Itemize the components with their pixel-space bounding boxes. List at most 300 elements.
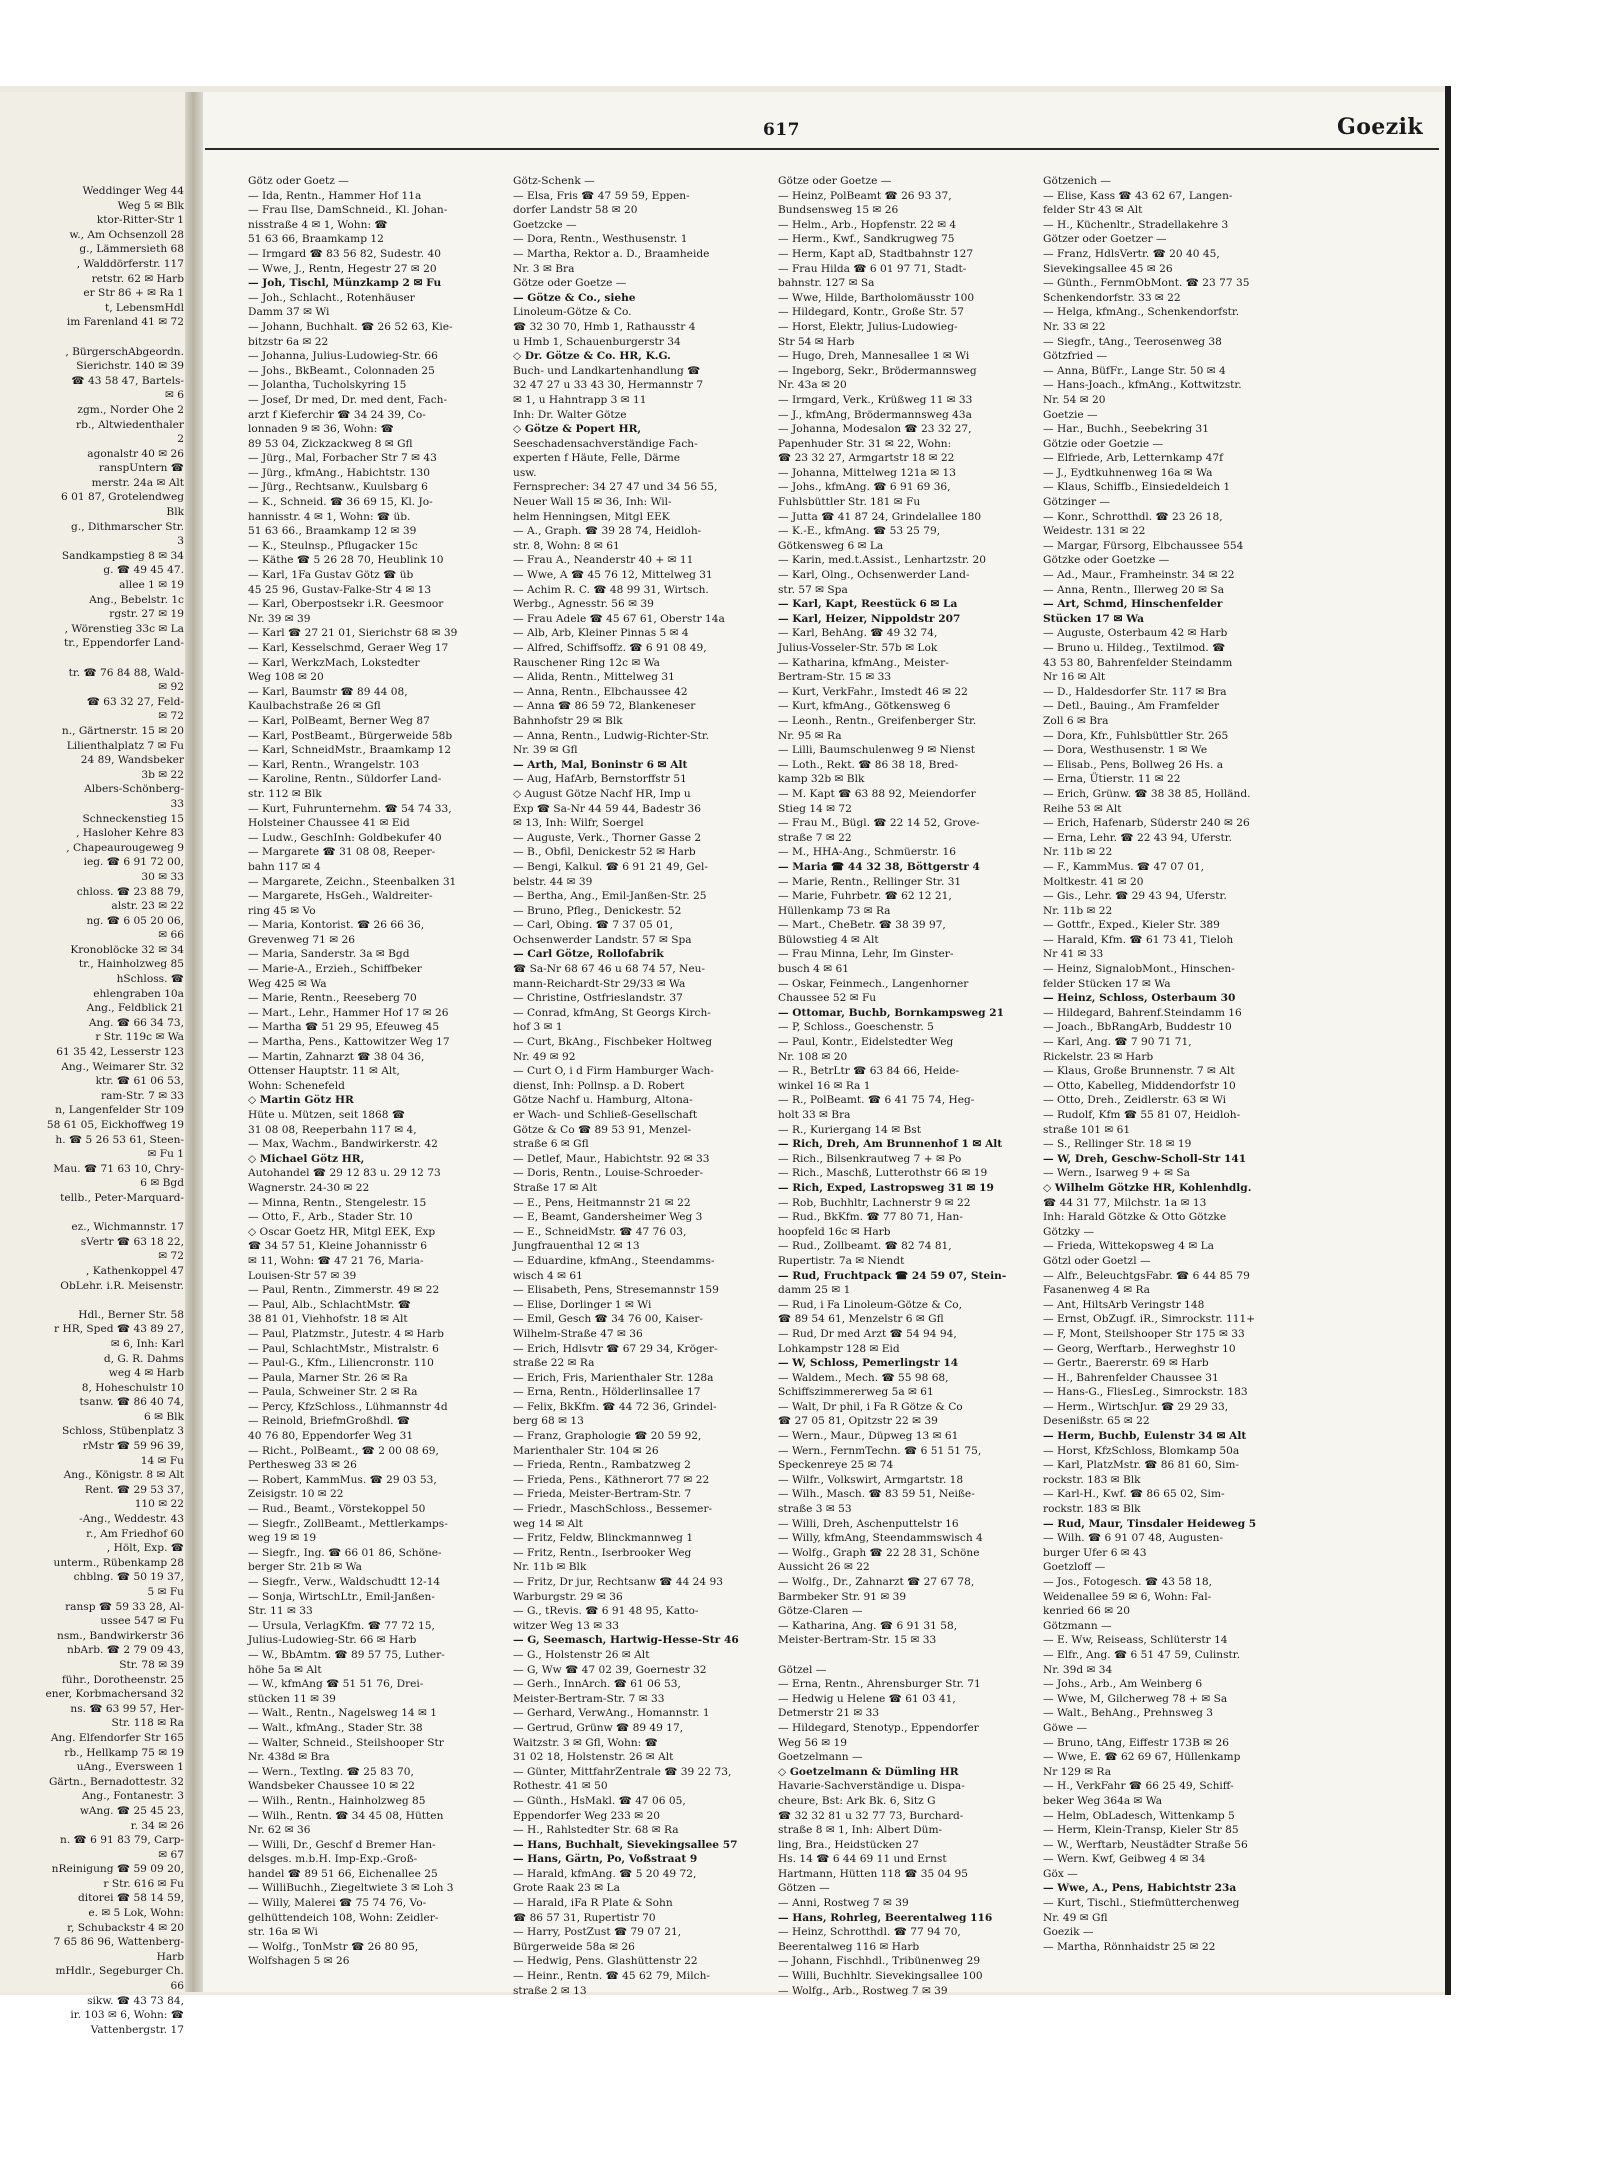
directory-entry: u Hmb 1, Schauenburgerstr 34 (513, 335, 681, 348)
directory-entry: Nr. 62 ✉ 36 (248, 1824, 311, 1837)
directory-entry: Götzenich — (1043, 175, 1111, 187)
directory-entry: dorfer Landstr 58 ✉ 20 (513, 204, 638, 217)
directory-entry: — K., Schneid. ☎ 36 69 15, Kl. Jo- (248, 496, 433, 509)
directory-entry: Moltkestr. 41 ✉ 20 (1043, 875, 1144, 888)
directory-entry: Buch- und Landkartenhandlung ☎ (513, 364, 701, 377)
directory-entry: cheure, Bst: Ark Bk. 6, Sitz G (778, 1794, 936, 1807)
previous-page-line: Ang., Fontanestr. 3 (81, 1790, 184, 1803)
previous-page-line: sikw. ☎ 43 73 84, (87, 1994, 184, 2007)
directory-entry: Rickelstr. 23 ✉ Harb (1043, 1050, 1154, 1063)
directory-entry: — Wilh., Rentn., Hainholzweg 85 (248, 1794, 426, 1807)
directory-entry: Nr. 39 ✉ 39 (248, 612, 311, 625)
directory-entry: felder Stücken 17 ✉ Wa (1043, 977, 1171, 990)
directory-entry: — H., VerkFahr ☎ 66 25 49, Schiff- (1043, 1780, 1234, 1793)
directory-entry: — Helga, kfmAng., Schenkendorfstr. (1043, 306, 1240, 319)
directory-page (203, 92, 1445, 1997)
directory-entry: — Frau Adele ☎ 45 67 61, Oberstr 14a (513, 612, 725, 625)
previous-page-line: alstr. 23 ✉ 22 (111, 900, 184, 913)
directory-entry: — Karin, med.t.Assist., Lenhartzstr. 20 (778, 554, 986, 567)
directory-entry: — Elfr., Ang. ☎ 6 51 47 59, Culinstr. (1043, 1648, 1241, 1661)
directory-entry: — Walt., Rentn., Nagelsweg 14 ✉ 1 (248, 1707, 438, 1720)
directory-entry: — Herm, Kapt aD, Stadtbahnstr 127 (778, 247, 974, 260)
directory-entry: Nr. 33 ✉ 22 (1043, 320, 1106, 333)
previous-page-line: 2 (177, 433, 184, 446)
directory-entry: Götzl oder Goetzl — (1043, 1254, 1151, 1267)
directory-entry: — R., Kuriergang 14 ✉ Bst (778, 1123, 921, 1136)
directory-entry: busch 4 ✉ 61 (778, 963, 849, 976)
directory-entry: — Siegfr., Ing. ☎ 66 01 86, Schöne- (248, 1546, 442, 1559)
directory-entry: — P, Schloss., Goeschenstr. 5 (778, 1021, 934, 1034)
directory-entry: burger Ufer 6 ✉ 43 (1043, 1546, 1147, 1559)
directory-entry: Wohn: Schenefeld (248, 1079, 345, 1092)
directory-entry: — Erich, Hdlsvtr ☎ 67 29 34, Kröger- (513, 1342, 718, 1355)
directory-entry: — Friedr., MaschSchloss., Bessemer- (513, 1503, 713, 1516)
directory-entry: weg 19 ✉ 19 (248, 1532, 317, 1545)
directory-entry: — Johs., Arb., Am Weinberg 6 (1043, 1678, 1203, 1691)
directory-entry: — Harald, kfmAng. ☎ 5 20 49 72, (513, 1867, 697, 1880)
directory-entry: kenried 66 ✉ 20 (1043, 1605, 1130, 1618)
directory-entry: — Hildegard, Bahrenf.Steindamm 16 (1043, 1006, 1242, 1019)
directory-entry: Zoll 6 ✉ Bra (1043, 714, 1109, 727)
directory-entry: — Martha ☎ 51 29 95, Efeuweg 45 (248, 1021, 440, 1034)
directory-entry: — Rob, Buchhltr, Lachnerstr 9 ✉ 22 (778, 1196, 971, 1209)
directory-entry: Kaulbachstraße 26 ✉ Gfl (248, 700, 381, 713)
directory-entry: hannisstr. 4 ✉ 1, Wohn: ☎ üb. (248, 510, 411, 523)
directory-entry: damm 25 ✉ 1 (778, 1284, 851, 1297)
previous-page-line: Kronoblöcke 32 ✉ 34 (70, 943, 184, 956)
directory-entry: hoopfeld 16c ✉ Harb (778, 1225, 891, 1238)
directory-column-4 (1043, 174, 1257, 1954)
directory-entry: — Hans, Rohrleg, Beerentalweg 116 (778, 1911, 993, 1924)
directory-entry: — Willi, Buchhltr. Sievekingsallee 100 (778, 1970, 983, 1983)
directory-entry: — Alfred, Schiffsoffz. ☎ 6 91 08 49, (513, 642, 707, 654)
previous-page-line: zgm., Norder Ohe 2 (77, 403, 184, 416)
directory-entry: — Paul, SchlachtMstr., Mistralstr. 6 (248, 1342, 439, 1355)
previous-page-line: ktor-Ritter-Str 1 (96, 214, 184, 227)
directory-entry: Götzmann — (1043, 1619, 1112, 1632)
directory-entry: — Günter, MittfahrZentrale ☎ 39 22 73, (513, 1765, 732, 1778)
directory-entry: — Elise, Dorlinger 1 ✉ Wi (513, 1298, 652, 1311)
directory-entry: 31 02 18, Holstenstr. 26 ✉ Alt (513, 1751, 674, 1764)
directory-column-2 (513, 174, 739, 1998)
directory-entry: felder Str 43 ✉ Alt (1043, 204, 1143, 217)
previous-page-line: ns. ☎ 63 99 57, Her- (70, 1702, 184, 1715)
directory-entry: Bürgerweide 58a ✉ 26 (513, 1940, 635, 1953)
directory-entry: — Katharina, Ang. ☎ 6 91 31 58, (778, 1619, 958, 1632)
directory-entry: — Georg, Werftarb., Herweghstr 10 (1043, 1342, 1236, 1355)
directory-entry: — Johanna, Modesalon ☎ 23 32 27, (778, 423, 972, 436)
running-head: Goezik (1337, 114, 1423, 140)
directory-entry: — Marie-A., Erzieh., Schiffbeker (248, 963, 422, 976)
directory-entry: — Maria, Kontorist. ☎ 26 66 36, (248, 919, 425, 932)
directory-entry: Hüte u. Mützen, seit 1868 ☎ (248, 1109, 406, 1121)
directory-entry: — Jürg., Mal, Forbacher Str 7 ✉ 43 (248, 452, 437, 465)
directory-entry: — Margarete ☎ 31 08 08, Reeper- (248, 846, 436, 859)
directory-entry: — Wwe, A ☎ 45 76 12, Mittelweg 31 (513, 569, 713, 582)
previous-page-line: Str. 118 ✉ Ra (111, 1717, 184, 1730)
directory-entry: Bahnhofstr 29 ✉ Blk (513, 714, 623, 727)
directory-entry: — Karl, Baumstr ☎ 89 44 08, (248, 685, 408, 698)
directory-entry: — Kurt, Tischl., Stiefmütterchenweg (1043, 1897, 1240, 1910)
directory-entry: — Otto, F., Arb., Stader Str. 10 (248, 1211, 413, 1224)
directory-entry: — Wolfg., Arb., Rostweg 7 ✉ 39 (778, 1984, 948, 1997)
directory-entry: — Wern., Maur., Düpweg 13 ✉ 61 (778, 1430, 959, 1443)
directory-entry: — Hedwig u Helene ☎ 61 03 41, (778, 1692, 956, 1705)
directory-entry: — Robert, KammMus. ☎ 29 03 53, (248, 1473, 437, 1486)
directory-entry: Nr. 49 ✉ Gfl (1043, 1911, 1108, 1924)
directory-entry: — Achim R. C. ☎ 48 99 31, Wirtsch. (513, 583, 709, 596)
directory-entry: — Anna, Rentn., Elbchaussee 42 (513, 685, 688, 698)
directory-entry: Warburgstr. 29 ✉ 36 (513, 1590, 623, 1603)
directory-entry: Götz oder Goetz — (248, 175, 349, 187)
directory-entry: — Anna ☎ 86 59 72, Blankeneser (513, 700, 696, 713)
previous-page-line: ✉ 6 (165, 389, 184, 402)
previous-page-line: Gärtn., Bernadottestr. 32 (48, 1775, 184, 1788)
directory-entry: winkel 16 ✉ Ra 1 (778, 1079, 871, 1092)
previous-page-line: ransp ☎ 59 33 28, Al- (65, 1600, 184, 1613)
directory-entry: Ottenser Hauptstr. 11 ✉ Alt, (248, 1065, 400, 1078)
previous-page-line: ram-Str. 7 ✉ 33 (101, 1089, 184, 1102)
directory-entry: Detmerstr 21 ✉ 33 (778, 1707, 880, 1720)
directory-entry: witzer Weg 13 ✉ 33 (513, 1619, 620, 1632)
directory-entry: — Willy, kfmAng, Steendammswisch 4 (778, 1532, 983, 1545)
directory-entry: — Joach., BbRangArb, Buddestr 10 (1043, 1021, 1232, 1034)
directory-entry: Götze & Co ☎ 89 53 91, Menzel- (513, 1123, 692, 1136)
directory-entry: — Wern., FernmTechn. ☎ 6 51 51 75, (778, 1444, 982, 1457)
previous-page-line: ✉ 72 (158, 710, 184, 723)
directory-entry: berg 68 ✉ 13 (513, 1415, 584, 1428)
directory-entry: gelhüttendeich 108, Wohn: Zeidler- (248, 1911, 439, 1924)
directory-entry: — Erich, Fris, Marienthaler Str. 128a (513, 1371, 714, 1384)
previous-page-line: er Str 86 + ✉ Ra 1 (83, 287, 184, 300)
directory-entry: Götzie oder Goetzie — (1043, 437, 1164, 450)
directory-entry: Nr 129 ✉ Ra (1043, 1765, 1112, 1778)
directory-entry: ling, Bra., Heidstücken 27 (778, 1838, 919, 1851)
directory-entry: Rupertistr. 7a ✉ Niendt (778, 1254, 905, 1267)
directory-entry: — Kurt, Fuhrunternehm. ☎ 54 74 33, (248, 802, 452, 815)
previous-page-line: Str. 78 ✉ 39 (119, 1658, 184, 1671)
directory-entry: — Kurt, kfmAng., Götkensweg 6 (778, 700, 951, 713)
directory-entry: — W., Werftarb, Neustädter Straße 56 (1043, 1838, 1248, 1851)
directory-entry: — Anna, BüfFr., Lange Str. 50 ✉ 4 (1043, 364, 1226, 377)
directory-entry: — Heinz, Schloss, Osterbaum 30 (1043, 992, 1236, 1005)
previous-page-line: r Str. 119c ✉ Wa (95, 1031, 184, 1044)
directory-entry: belstr. 44 ✉ 39 (513, 875, 593, 888)
previous-page-line: Sierichstr. 140 ✉ 39 (76, 360, 184, 373)
directory-entry: — Anna, Rentn., Illerweg 20 ✉ Sa (1043, 583, 1225, 596)
directory-entry: — Margarete, HsGeh., Waldreiter- (248, 890, 433, 903)
directory-entry: — Heinr., Rentn. ☎ 45 62 79, Milch- (513, 1970, 710, 1983)
directory-entry: — Doris, Rentn., Louise-Schroeder- (513, 1167, 704, 1180)
directory-entry: — B., Obfil, Denickestr 52 ✉ Harb (513, 846, 696, 859)
directory-entry: — H., Küchenltr., Stradellakehre 3 (1043, 218, 1229, 231)
directory-entry: — Marie, Fuhrbetr. ☎ 62 12 21, (778, 890, 952, 903)
directory-entry: — Frau M., Bügl. ☎ 22 14 52, Grove- (778, 817, 980, 830)
directory-entry: Nr 41 ✉ 33 (1043, 948, 1104, 961)
directory-entry: — F, Mont, Steilshooper Str 175 ✉ 33 (1043, 1327, 1245, 1340)
directory-entry: Goetzie — (1043, 408, 1098, 421)
directory-entry: Götzky — (1043, 1225, 1095, 1238)
directory-entry: Inh: Dr. Walter Götze (513, 408, 627, 421)
directory-entry: — Erna, Lehr. ☎ 22 43 94, Uferstr. (1043, 831, 1233, 844)
previous-page-line: 110 ✉ 22 (134, 1498, 184, 1511)
directory-entry: Fuhlsbüttler Str. 181 ✉ Fu (778, 496, 921, 509)
directory-entry: Jungfrauenthal 12 ✉ 13 (513, 1240, 640, 1253)
previous-page-line: 7 65 86 96, Wattenberg- (53, 1936, 184, 1949)
previous-page-line: rMstr ☎ 59 96 39, (82, 1440, 184, 1453)
directory-entry: — Erna, Ütierstr. 11 ✉ 22 (1043, 773, 1181, 786)
directory-entry: — Karl ☎ 27 21 01, Sierichstr 68 ✉ 39 (248, 627, 458, 640)
directory-entry: straße 22 ✉ Ra (513, 1357, 595, 1370)
directory-entry: ☎ 44 31 77, Milchstr. 1a ✉ 13 (1043, 1196, 1207, 1209)
previous-page-line: ✉ Fu 1 (147, 1148, 184, 1161)
directory-entry: ☎ 27 05 81, Opitzstr 22 ✉ 39 (778, 1415, 938, 1428)
directory-entry: delsges. m.b.H. Imp-Exp.-Groß- (248, 1853, 418, 1866)
directory-entry: — Konr., Schrotthdl. ☎ 23 26 18, (1043, 510, 1223, 523)
directory-entry: str. 8, Wohn: 8 ✉ 61 (513, 539, 620, 552)
directory-entry: — Paul, Platzmstr., Jutestr. 4 ✉ Harb (248, 1327, 444, 1340)
previous-page-line: Harb (156, 1950, 184, 1963)
directory-entry: — Siegfr., ZollBeamt., Mettlerkamps- (248, 1517, 448, 1530)
directory-entry: — Joh., Schlacht., Rotenhäuser (248, 291, 415, 304)
directory-entry: — Wolfg., TonMstr ☎ 26 80 95, (248, 1940, 419, 1953)
directory-entry: — Frieda, Rentn., Rambatzweg 2 (513, 1459, 691, 1472)
directory-entry: — Anni, Rostweg 7 ✉ 39 (778, 1897, 909, 1910)
directory-entry: Götze oder Goetze — (778, 175, 892, 187)
directory-entry: — Kurt, VerkFahr., Imstedt 46 ✉ 22 (778, 685, 968, 698)
directory-entry: — Dora, Kfr., Fuhlsbüttler Str. 265 (1043, 729, 1229, 742)
previous-page-line: Ang., Weimarer Str. 32 (61, 1060, 184, 1073)
previous-page-line: 66 (170, 1980, 184, 1993)
directory-entry: Waitzstr. 3 ✉ Gfl, Wohn: ☎ (513, 1736, 658, 1749)
previous-page-line: nReinigung ☎ 59 09 20, (51, 1863, 184, 1876)
directory-entry: — Irmgard, Verk., Krüßweg 11 ✉ 33 (778, 393, 973, 406)
directory-entry: — Erich, Hafenarb, Süderstr 240 ✉ 26 (1043, 817, 1250, 830)
directory-entry: Göx — (1043, 1867, 1078, 1880)
directory-entry: — Wern., Isarweg 9 + ✉ Sa (1043, 1167, 1190, 1180)
directory-entry: — Harald, Kfm. ☎ 61 73 41, Tieloh (1043, 933, 1234, 946)
directory-entry: Inh: Harald Götzke & Otto Götzke (1043, 1211, 1227, 1224)
directory-entry: — G, Ww ☎ 47 02 39, Goernestr 32 (513, 1663, 707, 1676)
directory-entry: — Willi, Dr., Geschf d Bremer Han- (248, 1838, 436, 1851)
directory-entry: Schiffszimmererweg 5a ✉ 61 (778, 1386, 934, 1399)
directory-entry: — G., Holstenstr 26 ✉ Alt (513, 1648, 650, 1661)
previous-page-line: 58 61 05, Eickhoffweg 19 (46, 1119, 184, 1131)
directory-entry: Bertram-Str. 15 ✉ 33 (778, 671, 892, 684)
previous-page-line: uAng., Eversween 1 (76, 1761, 184, 1774)
previous-page-line: agonalstr 40 ✉ 26 (87, 447, 184, 460)
directory-entry: — Herm., WirtschJur. ☎ 29 29 33, (1043, 1400, 1229, 1413)
directory-entry: — R., BetrLtr ☎ 63 84 66, Heide- (778, 1065, 960, 1078)
directory-entry: — H., Rahlstedter Str. 68 ✉ Ra (513, 1824, 679, 1837)
directory-entry: — Wwe, Hilde, Bartholomäusstr 100 (778, 291, 975, 304)
directory-entry: — Elfriede, Arb, Letternkamp 47f (1043, 452, 1224, 465)
directory-entry: — W, Dreh, Geschw-Scholl-Str 141 (1043, 1152, 1247, 1165)
directory-entry: nisstraße 4 ✉ 1, Wohn: ☎ (248, 218, 388, 231)
directory-entry: — Günth., HsMakl. ☎ 47 06 05, (513, 1794, 686, 1807)
directory-entry: weg 14 ✉ Alt (513, 1517, 583, 1530)
previous-page-line: ehlengraben 10a (93, 987, 184, 1000)
directory-entry: — Karl, Olng., Ochsenwerder Land- (778, 569, 970, 582)
directory-entry: — Wern., Textlng. ☎ 25 83 70, (248, 1765, 414, 1778)
directory-entry: — Elsa, Fris ☎ 47 59 59, Eppen- (513, 189, 690, 202)
directory-entry: — Alb, Arb, Kleiner Pinnas 5 ✉ 4 (513, 627, 689, 640)
directory-entry: — Jolantha, Tucholskyring 15 (248, 379, 407, 392)
directory-entry: — Har., Buchh., Seebekring 31 (1043, 423, 1209, 436)
previous-page-line: Sandkampstieg 8 ✉ 34 (61, 549, 184, 562)
previous-page-line: tsanw. ☎ 86 40 74, (79, 1396, 184, 1409)
directory-entry: Grote Raak 23 ✉ La (513, 1882, 620, 1895)
directory-entry: — Frau A., Neanderstr 40 + ✉ 11 (513, 554, 694, 567)
page-edge-shadow (1445, 86, 1451, 1995)
directory-entry: Rauschener Ring 12c ✉ Wa (513, 656, 660, 669)
directory-entry: — Ernst, ObZugf. iR., Simrockstr. 111+ (1043, 1313, 1256, 1326)
directory-entry: 45 25 96, Gustav-Falke-Str 4 ✉ 13 (248, 583, 432, 596)
directory-entry: — Walter, Schneid., Steilshooper Str (248, 1736, 444, 1749)
previous-page-line: , Kathenkoppel 47 (85, 1264, 184, 1277)
directory-entry: ✉ 11, Wohn: ☎ 47 21 76, Maria- (248, 1254, 424, 1267)
previous-page-line: weg 4 ✉ Harb (108, 1367, 184, 1380)
directory-entry: — Bruno, tAng, Eiffestr 173B ✉ 26 (1043, 1736, 1229, 1749)
directory-entry: Goetzloff — (1043, 1561, 1106, 1574)
directory-entry: — Paula, Schweiner Str. 2 ✉ Ra (248, 1386, 418, 1399)
directory-entry: — Aug, HafArb, Bernstorffstr 51 (513, 773, 687, 786)
directory-entry: — Wilfr., Volkswirt, Armgartstr. 18 (778, 1473, 964, 1486)
directory-entry: Göwe — (1043, 1721, 1088, 1734)
directory-entry: ◇ August Götze Nachf HR, Imp u (513, 787, 691, 800)
previous-page-line: ✉ 72 (158, 1250, 184, 1263)
previous-page-line: tr., Eppendorfer Land- (63, 637, 184, 650)
directory-entry: Perthesweg 33 ✉ 26 (248, 1459, 357, 1472)
directory-entry: straße 7 ✉ 22 (778, 831, 852, 844)
directory-entry: Götzel — (778, 1663, 827, 1676)
previous-page-line: n., Gärtnerstr. 15 ✉ 20 (61, 724, 184, 737)
directory-entry: stücken 11 ✉ 39 (248, 1692, 336, 1705)
directory-entry: Damm 37 ✉ Wi (248, 306, 330, 319)
directory-entry: — Ursula, VerlagKfm. ☎ 77 72 15, (248, 1619, 435, 1632)
directory-entry: — Ad., Maur., Framheinstr. 34 ✉ 22 (1043, 569, 1235, 582)
directory-entry: — E., SchneidMstr. ☎ 47 76 03, (513, 1225, 687, 1238)
directory-entry: — Rud., BkKfm. ☎ 77 80 71, Han- (778, 1211, 963, 1224)
previous-page-line: hSchloss. ☎ (116, 973, 184, 986)
directory-entry: dienst, Inh: Pollnsp. a D. Robert (513, 1079, 685, 1092)
directory-entry: Nr. 39 ✉ Gfl (513, 744, 578, 757)
directory-entry: Götkensweg 6 ✉ La (778, 539, 884, 552)
directory-entry: — Heinz, PolBeamt ☎ 26 93 37, (778, 189, 952, 202)
directory-entry: Fasanenweg 4 ✉ Ra (1043, 1284, 1150, 1297)
previous-page-line: , BürgerschAbgeordn. (65, 345, 184, 358)
previous-page-column (0, 184, 188, 2037)
directory-entry: — A., Graph. ☎ 39 28 74, Heidloh- (513, 525, 702, 538)
directory-entry: Bülowstieg 4 ✉ Alt (778, 933, 879, 946)
directory-entry: — Wilh. ☎ 6 91 07 48, Augusten- (1043, 1532, 1224, 1545)
directory-entry: — Franz, Graphologie ☎ 20 59 92, (513, 1430, 702, 1443)
directory-entry: Götzen — (778, 1882, 830, 1895)
previous-page-line: ng. ☎ 6 05 20 06, (86, 914, 184, 927)
directory-entry: — Herm, Klein-Transp, Kieler Str 85 (1043, 1824, 1239, 1837)
directory-entry: — Percy, KfzSchloss., Lühmannstr 4d (248, 1400, 448, 1413)
directory-entry: Nr. 11b ✉ 22 (1043, 904, 1113, 917)
previous-page-line: chloss. ☎ 23 88 79, (76, 885, 184, 898)
directory-entry: — Karl, PostBeamt., Bürgerweide 58b (248, 729, 453, 742)
previous-page-line: , Chapeaurougeweg 9 (66, 841, 184, 854)
directory-entry: Nr. 438d ✉ Bra (248, 1751, 330, 1764)
previous-page-line: Vattenbergstr. 17 (90, 2023, 184, 2036)
directory-entry: — Sonja, WirtschLtr., Emil-Janßen- (248, 1590, 435, 1603)
directory-entry: — Rud, Dr med Arzt ☎ 54 94 94, (778, 1327, 957, 1340)
directory-entry: — J., Eydtkuhnenweg 16a ✉ Wa (1043, 466, 1213, 479)
directory-column-1 (248, 174, 458, 1969)
directory-entry: ◇ Wilhelm Götzke HR, Kohlenhdlg. (1043, 1181, 1252, 1194)
directory-entry: straße 8 ✉ 1, Inh: Albert Düm- (778, 1824, 943, 1837)
directory-entry: — Wern. Kwf, Geibweg 4 ✉ 34 (1043, 1853, 1206, 1866)
previous-page-line: Hdl., Berner Str. 58 (78, 1308, 184, 1321)
directory-entry: Nr. 3 ✉ Bra (513, 262, 575, 275)
directory-entry: — Ingeborg, Sekr., Brödermannsweg (778, 364, 977, 377)
directory-entry: Linoleum-Götze & Co. (513, 306, 632, 319)
directory-entry: — Frieda, Pens., Käthnerort 77 ✉ 22 (513, 1473, 710, 1486)
directory-entry: — Heinz, SignalobMont., Hinschen- (1043, 963, 1235, 976)
directory-entry: Meister-Bertram-Str. 15 ✉ 33 (778, 1634, 937, 1647)
directory-entry (778, 1648, 978, 1663)
directory-entry: — Richt., PolBeamt., ☎ 2 00 08 69, (248, 1444, 439, 1457)
previous-page-line: mHdlr., Segeburger Ch. (55, 1965, 184, 1978)
directory-entry: — Karl, Ang. ☎ 7 90 71 71, (1043, 1036, 1192, 1049)
directory-entry: wisch 4 ✉ 61 (513, 1269, 583, 1282)
previous-page-line: rb., Altwiedenthaler (76, 418, 184, 431)
previous-page-line: chblng. ☎ 50 19 37, (73, 1571, 184, 1584)
directory-entry: Weg 56 ✉ 19 (778, 1736, 848, 1749)
directory-entry: — W., BbAmtm. ☎ 89 57 75, Luther- (248, 1648, 445, 1661)
previous-page-line: allee 1 ✉ 19 (119, 579, 184, 592)
directory-entry: Götzfried — (1043, 350, 1108, 363)
directory-entry: Barmbeker Str. 91 ✉ 39 (778, 1590, 907, 1603)
previous-page-line: ☎ 43 58 47, Bartels- (71, 374, 184, 387)
directory-entry: Meister-Bertram-Str. 7 ✉ 33 (513, 1692, 665, 1705)
directory-entry: beker Weg 364a ✉ Wa (1043, 1794, 1163, 1807)
previous-page-line: 14 ✉ Fu (140, 1454, 184, 1467)
directory-entry: — Auguste, Osterbaum 42 ✉ Harb (1043, 627, 1228, 640)
directory-entry: — E. Ww, Reiseass, Schlüterstr 14 (1043, 1634, 1228, 1647)
directory-entry: — Rud, Maur, Tinsdaler Heideweg 5 (1043, 1517, 1257, 1530)
directory-entry: — Margar, Fürsorg, Elbchaussee 554 (1043, 539, 1244, 552)
previous-page-line (0, 1206, 188, 1221)
directory-entry: Exp ☎ Sa-Nr 44 59 44, Badestr 36 (513, 802, 701, 815)
previous-page-line: n. ☎ 6 91 83 79, Carp- (60, 1834, 184, 1847)
directory-entry: — Hans, Gärtn, Po, Voßstraat 9 (513, 1853, 698, 1866)
previous-page-line: Ang. Elfendorfer Str 165 (50, 1731, 184, 1744)
previous-page-line: 30 ✉ 33 (141, 870, 184, 883)
previous-page-line: ussee 547 ✉ Fu (100, 1615, 184, 1628)
directory-entry: Werbg., Agnesstr. 56 ✉ 39 (513, 598, 654, 611)
directory-entry: — Alfr., BeleuchtgsFabr. ☎ 6 44 85 79 (1043, 1269, 1250, 1282)
directory-entry: ☎ 23 32 27, Armgartstr 18 ✉ 22 (778, 452, 955, 465)
directory-entry: str. 112 ✉ Blk (248, 787, 322, 800)
directory-entry: — Rud, i Fa Linoleum-Götze & Co, (778, 1298, 963, 1311)
directory-entry: ☎ 32 30 70, Hmb 1, Rathausstr 4 (513, 320, 696, 333)
directory-entry: — Ottomar, Buchb, Bornkampsweg 21 (778, 1006, 1005, 1019)
directory-entry: — Bertha, Ang., Emil-Janßen-Str. 25 (513, 890, 707, 903)
previous-page-line: ✉ 6, Inh: Karl (110, 1337, 184, 1350)
directory-entry: ◇ Goetzelmann & Dümling HR (778, 1765, 959, 1778)
previous-page-line: , Walddörferstr. 117 (76, 257, 184, 270)
directory-entry: Nr. 39d ✉ 34 (1043, 1663, 1113, 1676)
directory-entry: — Karl, WerkzMach, Lokstedter (248, 656, 420, 669)
directory-entry: — Gis., Lehr. ☎ 29 43 94, Uferstr. (1043, 890, 1227, 903)
page-number: 617 (763, 120, 800, 140)
directory-entry: — Harald, iFa R Plate & Sohn (513, 1897, 673, 1910)
directory-entry: — Marie, Rentn., Reeseberg 70 (248, 992, 417, 1005)
